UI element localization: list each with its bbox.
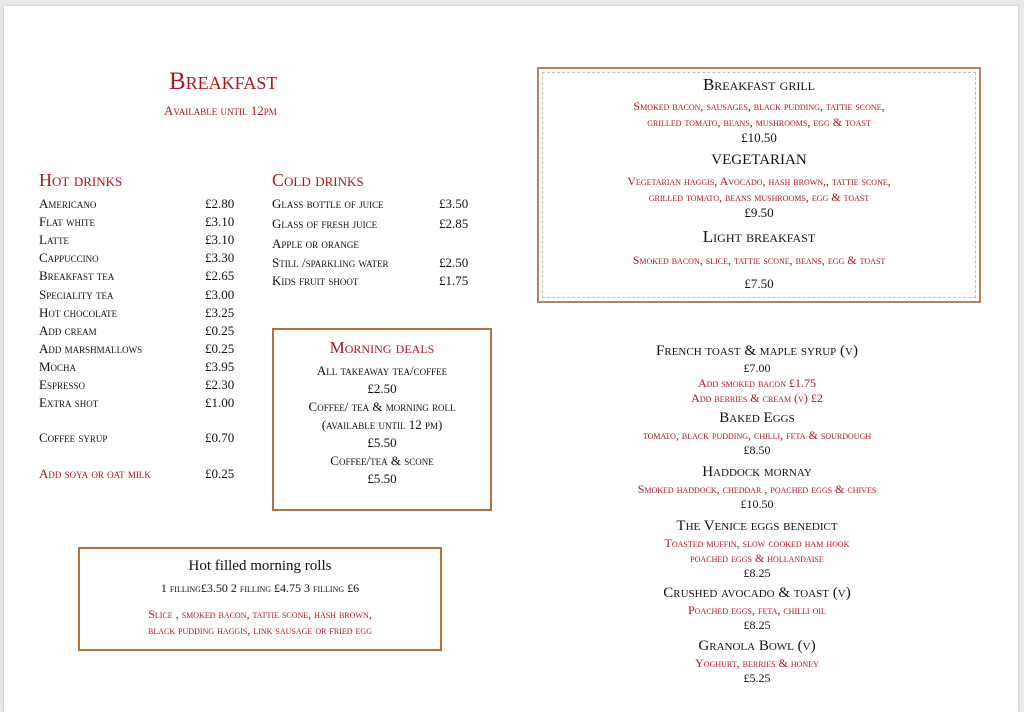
grill-item-title: Light breakfast bbox=[702, 227, 816, 246]
list-item: Extra shot £1.00 bbox=[39, 395, 235, 411]
list-item: Glass bottle of juice £3.50 bbox=[272, 196, 469, 211]
cold-drinks-list bbox=[272, 194, 468, 290]
list-item: Mocha £3.95 bbox=[39, 358, 235, 374]
dish-title: French toast & maple syrup (v) bbox=[656, 343, 858, 359]
grill-item-desc: Smoked bacon, slice, tattie scone, beans, egg & toast bbox=[632, 253, 886, 267]
dish-price: £10.50 bbox=[740, 497, 774, 511]
dish-extra: Add smoked bacon £1.75 bbox=[697, 376, 816, 390]
rolls-desc-line: Slice , smoked bacon, tattie scone, hash brown, bbox=[148, 607, 372, 621]
dishes-list bbox=[565, 342, 949, 686]
grill-item bbox=[539, 75, 979, 146]
dish-title: Haddock mornay bbox=[702, 464, 812, 480]
grill-item bbox=[539, 227, 979, 292]
dish-granola bbox=[565, 637, 949, 686]
list-item: Kids fruit shoot £1.75 bbox=[272, 273, 469, 288]
dish-avocado bbox=[565, 584, 949, 633]
list-item: Breakfast tea £2.65 bbox=[39, 268, 235, 284]
deal-price: £5.50 bbox=[367, 471, 397, 486]
rolls-description bbox=[80, 606, 440, 638]
list-item: Add marshmallows £0.25 bbox=[39, 340, 235, 356]
list-item: Flat white £3.10 bbox=[39, 214, 235, 230]
grill-item-price: £9.50 bbox=[744, 205, 774, 220]
dish-venice bbox=[565, 517, 949, 581]
morning-deals-heading: Morning deals bbox=[329, 338, 435, 357]
rolls-fillings: 1 filling£3.50 2 filling £4.75 3 filling £6 bbox=[160, 581, 360, 595]
deal-line: Coffee/tea & scone bbox=[330, 453, 434, 468]
dish-desc: tomato, black pudding, chilli, feta & sourdough bbox=[642, 428, 872, 442]
morning-deals-box bbox=[272, 328, 492, 511]
grill-item-desc: Vegetarian haggis, Avocado, hash brown,, tattie scone, bbox=[627, 174, 891, 188]
grill-item-price: £10.50 bbox=[741, 130, 777, 145]
list-item: Apple or orange bbox=[272, 236, 359, 251]
grill-item-desc: grilled tomato, beans mushrooms, egg & toast bbox=[648, 190, 870, 204]
deal-line: Coffee/ tea & morning roll bbox=[308, 399, 456, 414]
morning-rolls-box bbox=[78, 547, 442, 651]
morning-deals-lines bbox=[274, 362, 490, 488]
dish-french-toast bbox=[565, 342, 949, 406]
dish-price: £8.50 bbox=[743, 443, 771, 457]
dish-desc: Yoghurt, berries & honey bbox=[695, 656, 819, 670]
dish-desc: Smoked haddock, cheddar , poached eggs & chives bbox=[637, 482, 877, 496]
list-item: Americano £2.80 bbox=[39, 196, 235, 212]
dish-haddock bbox=[565, 463, 949, 512]
grill-item-title: Breakfast grill bbox=[702, 75, 816, 94]
dish-desc: poached eggs & hollandaise bbox=[690, 551, 824, 565]
milk-row: Add soya or oat milk £0.25 bbox=[39, 466, 235, 482]
list-item: Cappuccino £3.30 bbox=[39, 250, 235, 266]
coffee-syrup-row: Coffee syrup £0.70 bbox=[39, 430, 235, 446]
hot-drinks-heading: Hot drinks bbox=[39, 170, 123, 190]
grill-item-desc: grilled tomato, beans, mushrooms, egg & toast bbox=[647, 115, 871, 129]
dish-price: £7.00 bbox=[743, 361, 771, 375]
dish-title: Granola Bowl (v) bbox=[698, 638, 816, 654]
dish-price: £8.25 bbox=[743, 566, 771, 580]
dish-baked-eggs bbox=[565, 409, 949, 458]
breakfast-grill-box bbox=[537, 67, 981, 303]
deal-price: £2.50 bbox=[367, 381, 397, 396]
list-item: Latte £3.10 bbox=[39, 232, 235, 248]
deal-price: £5.50 bbox=[367, 435, 397, 450]
dish-extra: Add berries & cream (v) £2 bbox=[691, 391, 823, 405]
page-title: Breakfast bbox=[169, 68, 278, 95]
grill-item-price: £7.50 bbox=[744, 276, 774, 291]
dish-price: £8.25 bbox=[743, 618, 771, 632]
dish-title: The Venice eggs benedict bbox=[676, 518, 838, 534]
list-item: Hot chocolate £3.25 bbox=[39, 304, 235, 320]
dish-desc: Toasted muffin, slow cooked ham hook bbox=[664, 536, 850, 550]
dish-price: £5.25 bbox=[743, 671, 771, 685]
dish-title: Crushed avocado & toast (v) bbox=[663, 585, 851, 601]
grill-item bbox=[539, 152, 979, 221]
hot-drinks-list bbox=[39, 195, 234, 412]
rolls-desc-line: black pudding haggis, link sausage or fried egg bbox=[147, 623, 372, 637]
rolls-heading: Hot filled morning rolls bbox=[188, 558, 332, 574]
menu-page bbox=[4, 6, 1018, 712]
list-item: Still /sparkling water £2.50 bbox=[272, 255, 469, 270]
dish-desc: Poached eggs, feta, chilli oil bbox=[688, 603, 826, 617]
list-item: Add cream £0.25 bbox=[39, 322, 235, 338]
deal-line: All takeaway tea/coffee bbox=[316, 363, 448, 378]
dish-title: Baked Eggs bbox=[719, 410, 795, 426]
cold-drinks-heading: Cold drinks bbox=[272, 170, 364, 190]
list-item: Glass of fresh juice £2.85 bbox=[272, 216, 469, 231]
list-item: Espresso £2.30 bbox=[39, 376, 235, 392]
grill-item-title: VEGETARIAN bbox=[711, 152, 807, 168]
grill-item-desc: Smoked bacon, sausages, black pudding, tattie scone, bbox=[633, 99, 885, 113]
list-item: Speciality tea £3.00 bbox=[39, 286, 235, 302]
deal-line: (available until 12 pm) bbox=[321, 417, 443, 432]
page-subtitle: Available until 12pm bbox=[164, 103, 277, 118]
